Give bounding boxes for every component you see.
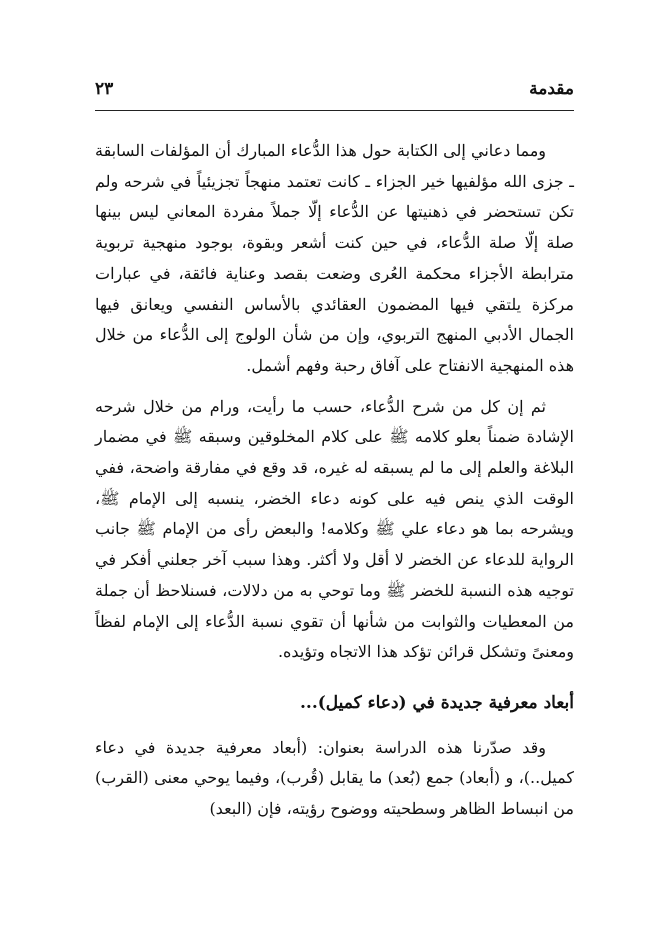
page-body [95, 136, 574, 825]
running-title: مقدمة [529, 79, 574, 99]
paragraph-3: وقد صدّرنا هذه الدراسة بعنوان: (أبعاد معرفية جديدة في دعاء كميل..)، و (أبعاد) جمع (بُعد) ما يقابل (قُرب)، وفيما يوحي معنى (القرب) من انبساط الظاهر وسطحيته ووضوح رؤيته، فإن (البعد) [95, 737, 574, 819]
section-heading: أبعاد معرفية جديدة في (دعاء كميل)... [299, 692, 574, 713]
paragraph-1: ومما دعاني إلى الكتابة حول هذا الدُّعاء المبارك أن المؤلفات السابقة ـ جزى الله مؤلفيها خير الجزاء ـ كانت تعتمد منهجاً تجزيئياً في شرحه ولم تكن تستحضر في ذهنيتها عن الدُّعاء إلّا جملاً مفردة المعاني ليس بينها صلة إلّا صلة الدُّعاء، في حين كنت أشعر وبقوة، بوجود منهجية تربوية مترابطة الأجزاء محكمة العُرى وضعت بقصد وعناية فائقة، في عبارات مركزة يلتقي فيها المضمون العقائدي بالأساس النفسي ويعانق فيها الجمال الأدبي المنهج التربوي، وإن من شأن الولوج إلى الدُّعاء من خلال هذه المنهجية الانفتاح على آفاق رحبة وفهم أشمل. [95, 141, 574, 375]
page-number: ٢٣ [95, 79, 114, 99]
paragraph-2: ثم إن كل من شرح الدُّعاء، حسب ما رأيت، ورام من خلال شرحه الإشادة ضمناً بعلو كلامه ﷺ على كلام المخلوقين وسبقه ﷺ في مضمار البلاغة والعلم إلى ما لم يسبقه له غيره، قد وقع في مفارقة واضحة، ففي الوقت الذي ينص فيه على كونه دعاء الخضر، ينسبه إلى الإمام ﷺ، ويشرحه بما هو دعاء علي ﷺ وكلامه! والبعض رأى من الإمام ﷺ جانب الرواية للدعاء عن الخضر لا أقل ولا أكثر. وهذا سبب آخر جعلني أفكر في توجيه هذه النسبة للخضر ﷺ وما توحي به من دلالات، فسنلاحظ أن جملة من المعطيات والثوابت من شأنها أن تقوي نسبة الدُّعاء إلى الإمام لفظاً ومعنىً وتشكل قرائن تؤكد هذا الاتجاه وتؤيده. [95, 396, 574, 662]
page-header [95, 74, 574, 111]
